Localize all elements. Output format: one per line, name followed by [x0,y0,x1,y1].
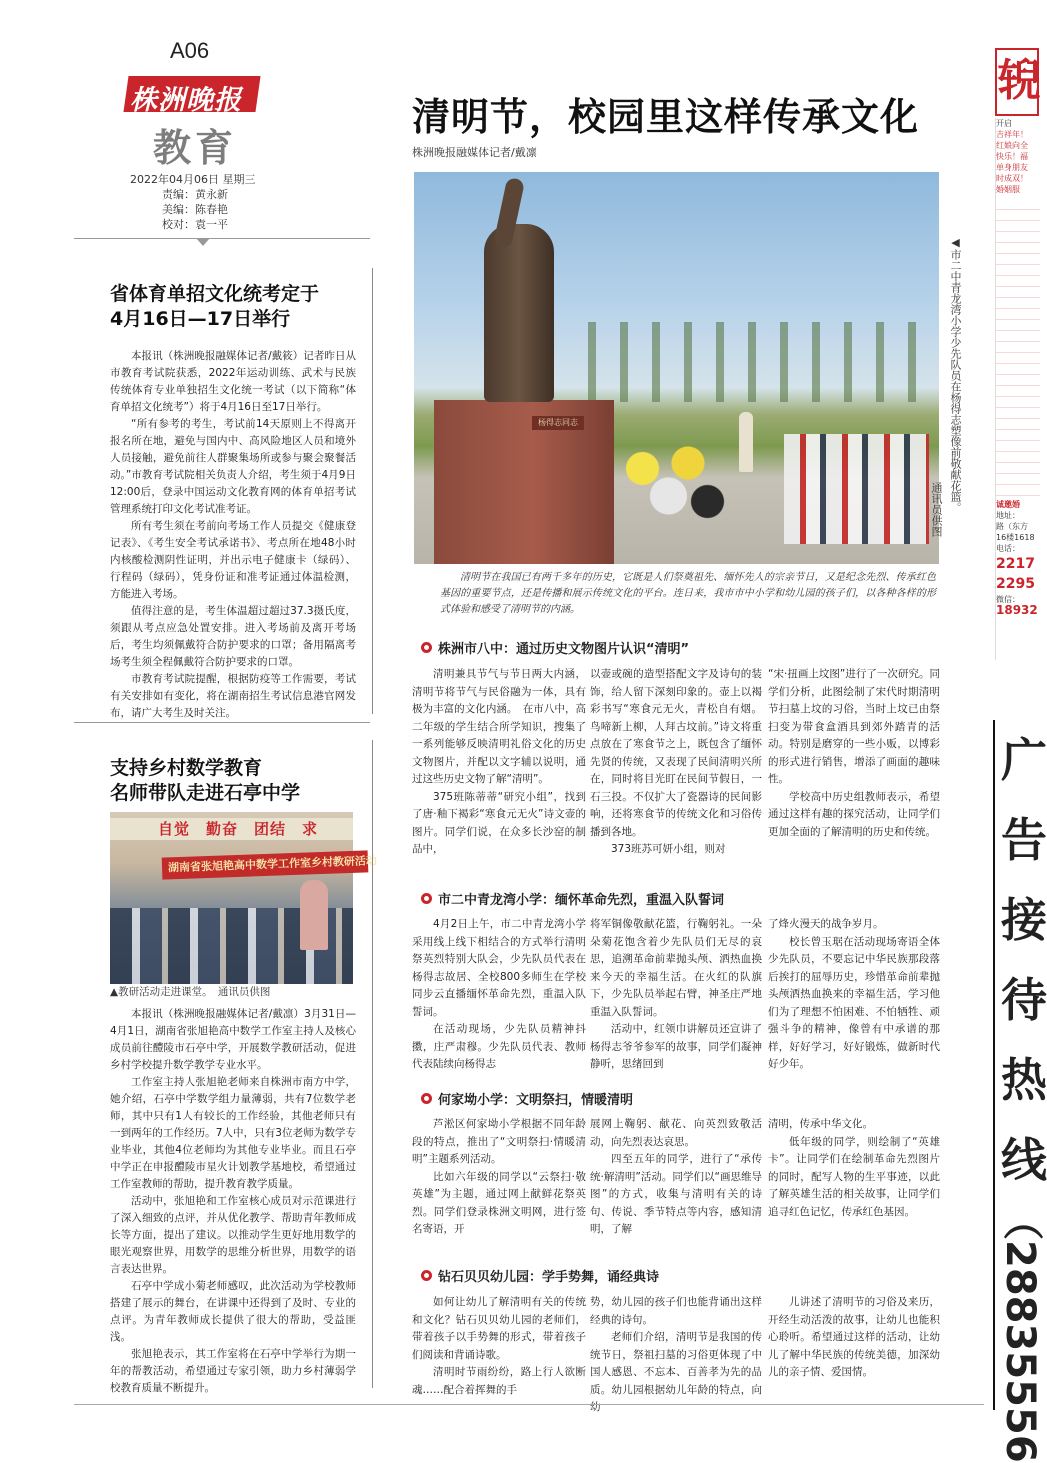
main-intro: 清明节在我国已有两千多年的历史，它既是人们祭奠祖先、缅怀先人的宗亲节日，又是纪念先烈、传承红色基因的重要节点，还是传播和展示传统文化的平台。连日来，我市市中小学和幼儿园的孩子们，以各种各样的形式体验和感受了清明节的内涵。 [440,572,936,615]
section-2-col-3 [768,916,940,1074]
left-column-rule-2 [372,740,373,1388]
exam-paragraph: “所有参考的考生，考试前14天原则上不得离开报名所在地，避免与国内中、高风险地区人员和境外人员接触，避免前往人群聚集场所或参与聚会聚餐活动。”市教育考试院相关负责人介绍，考生须于4月9日12:00后，登录中国运动文化教育网的体育单招考试管理系统打印文化考试准考证。 [110,418,356,515]
section-bullet-icon [421,893,432,904]
side-ad-line: 诚邀婚 [996,500,1020,509]
section-4-paragraph: 老师们介绍，清明节是我国的传统节日，祭祖扫墓的习俗更体现了中国人感恩、不忘本、百善孝为先的品质。幼儿园根据幼儿年龄的特点，向幼 [590,1331,762,1413]
section-2-paragraph: 4月2日上午，市二中青龙湾小学采用线上线下相结合的方式举行清明祭英烈特别大队会，少先队员代表在杨得志故居、全校800多师生在学校同步云直播缅怀革命先烈，重温入队誓词。 [412,918,586,1018]
section-3-title: 何家坳小学：文明祭扫，情暖清明 [421,1089,633,1108]
math-headline-line2: 名师带队走进石亭中学 [110,782,301,804]
side-ad-line: 路（东方 [996,522,1028,531]
side-ad-hotline [993,720,1047,1463]
date-line: 2022年04月06日 星期三 [130,173,256,186]
side-ad-big-char: 广 [1001,733,1047,787]
section-4-col-1 [412,1294,586,1399]
section-3-paragraph: 四至五年的同学，进行了“承传统·解清明”活动。同学们以“画思维导图”的方式，收集与清明有关的诗句、传说、季节特点等内容，感知清明，了解 [590,1153,762,1235]
flower-baskets [610,430,740,540]
side-ad-listing-block [996,199,1040,499]
editor-line: 责编：黄永新 [162,188,228,201]
statue-photo-side-caption: ◀市二中青龙湾小学少先队员在杨得志塑像前敬献花篮。 [949,236,962,513]
exam-paragraph: 本报讯（株洲晚报融媒体记者/戴筱）记者昨日从市教育考试院获悉，2022年运动训练、武术与民族传统体育专业单独招生文化统一考试（以下简称“体育单招文化统考”）将于4月16日至17日举行。 [110,350,356,413]
section-3-paragraph: 芦淞区何家坳小学根据不同年龄段的特点，推出了“文明祭扫·情暖清明”主题系列活动。 [412,1118,586,1165]
section-3-paragraph: 比如六年级的同学以“云祭扫·敬英雄”为主题，通过网上献鲜花祭英烈。同学们登录株洲文明网，进行签名寄语，开 [412,1170,586,1235]
math-paragraph: 石亭中学成小菊老师感叹，此次活动为学校教师搭建了展示的舞台，在讲课中还得到了及时、专业的点评。为青年教师成长提供了很大的帮助，受益匪浅。 [110,1280,356,1343]
header-divider [74,238,370,239]
masthead-paper-name: 株洲晚报 [130,85,242,116]
photo-trees [564,322,939,402]
section-3-paragraph: 展网上鞠躬、献花、向英烈致敬活动，向先烈表达哀思。 [590,1118,762,1148]
header-info [130,172,270,232]
proofreader-line: 校对：袁一平 [162,218,228,231]
side-ad-line: 红娘向全 [996,141,1028,150]
photo-banner-top: 自觉 勤奋 团结 求 [110,818,353,840]
section-1-paragraph: 373班苏可妍小组，则对 [611,843,726,855]
section-2-paragraph: 校长曾玉琚在活动现场寄语全体少先队员，不要忘记中华民族那段落后挨打的屈辱历史，珍惜革命前辈抛头颅洒热血换来的幸福生活，学习他们为了理想不怕困难、不怕牺牲、顽强斗争的精神，像曾有中承谱的那样，好好学习，好好锻炼，做新时代好少年。 [768,935,940,1070]
section-4-col-3 [768,1294,940,1382]
header-divider-notch [196,238,210,246]
side-ad-big-char: 热 [1001,1053,1047,1107]
section-1-title: 株洲市八中：通过历史文物图片认识“清明” [421,638,689,657]
side-ad-big-char: 待 [1001,973,1047,1027]
exam-paragraph: 所有考生须在考前向考场工作人员提交《健康登记表》、《考生安全考试承诺书》、考点所在地48小时内核酸检测阴性证明，并出示电子健康卡（绿码）、行程码（绿码），凭身份证和准考证通过体温检测，方能进入考场。 [110,520,356,600]
photo-students-bowing [784,434,929,544]
section-3-paragraph: 低年级的同学，则绘制了“英雄卡”。让同学们在绘制革命先烈图片的同时，配写人物的生平事迹，以此了解英雄生活的相关故事，让同学们追寻红色记忆，传承红色基因。 [768,1135,940,1218]
section-1-paragraph: “宋·扭画上坟图”进行了一次研究。同学们分析，此图绘制了宋代时期清明节扫墓上坟的习俗，当时上坟已由祭扫变为带食盒酒具到郊外踏青的活动。特别是磨穿的一些小贩，以博彩的形式进行销售，增添了画面的趣味性。 [768,668,940,785]
math-paragraph: 本报讯（株洲晚报融媒体记者/戴凛）3月31日—4月1日，湖南省张旭艳高中数学工作室主持人及核心成员前往醴陵市石亭中学，开展数学教研活动，促进乡村学校提升数学教学专业水平。 [110,1008,356,1071]
math-headline [110,756,370,806]
side-ad-line: 快乐！福 [996,152,1028,161]
section-bullet-icon [421,642,432,653]
exam-headline [110,282,370,332]
section-4-col-2 [590,1294,762,1417]
section-2-paragraph: 活动中，红领巾讲解员还宣讲了杨得志爷爷参军的故事，同学们凝神静听，思绪回到 [590,1023,762,1070]
side-ad-line: 地址： [996,511,1020,520]
statue-photo-credit: 通讯员供图 [930,482,943,537]
section-bullet-icon [421,1270,432,1281]
side-ad-phone-1: 2217 [996,556,1035,572]
exam-paragraph: 市教育考试院提醒，根据防疫等工作需要，考试有关安排如有变化，将在湖南招生考试信息港官网发布，请广大考生及时关注。 [110,673,356,719]
page-number: A06 [170,38,210,63]
exam-paragraph: 值得注意的是，考生体温超过超过37.3摄氏度，须跟从考点应急处置安排。进入考场前及离开考场后，考生均须佩戴符合防护要求的口罩；备用隔离考场考生须全程佩戴符合防护要求的口罩。 [110,605,356,668]
section-title: 教育 [153,126,238,170]
photo-banner-red: 湖南省张旭艳高中数学工作室乡村教研活动 [162,850,369,879]
main-byline: 株洲晚报融媒体记者/戴凛 [412,146,537,159]
left-column-rule [372,268,373,714]
exam-body [110,348,356,722]
designer-line: 美编：陈春艳 [162,203,228,216]
section-3-paragraph: 清明，传承中华文化。 [768,1118,873,1130]
side-ad-wechat: 18932 [996,603,1038,617]
side-ad-title: 𫐐 [995,48,1039,116]
side-ad-big-char: 告 [1001,813,1047,867]
caption-arrow-icon: ▲ [110,986,119,998]
classroom-photo [110,812,378,984]
side-ad-line: 婚姻服 [996,185,1020,194]
side-ad-text-block [995,118,1040,660]
section-4-paragraph: 清明时节雨纷纷，路上行人欲断魂……配合着挥舞的手 [412,1366,586,1396]
side-ad-line: 时成双！ [996,174,1028,183]
section-1-col-2 [590,666,762,859]
statue-photo [414,172,939,564]
photo-teacher [300,880,328,950]
main-headline: 清明节，校园里这样传承文化 [412,95,920,139]
section-4-paragraph: 势，幼儿园的孩子们也能背诵出这样经典的诗句。 [590,1296,762,1326]
left-section-divider [74,722,370,723]
photo-photographer [739,412,753,472]
section-4-paragraph: 如何让幼儿了解清明有关的传统和文化？钻石贝贝幼儿园的老师们，带着孩子以手势舞的形式，带着孩子们阅读和背诵诗歌。 [412,1296,586,1361]
math-paragraph: 工作室主持人张旭艳老师来自株洲市南方中学，她介绍，石亭中学数学组力量薄弱，共有7位数学老师，其中只有1人有较长的工作经验，其他老师只有一到两年的工作经历。7人中，只有3位老师为数学专业毕业，其他4位老师均为其他专业毕业。而且石亭中学正在申报醴陵市星火计划教学基地校，希望通过工作室教师的帮助，提升教育教学质量。 [110,1076,356,1190]
section-4-title: 钻石贝贝幼儿园：学手势舞，诵经典诗 [421,1266,659,1285]
exam-headline-line1: 省体育单招文化统考定于 [110,283,320,305]
section-2-paragraph: 了烽火漫天的战争岁月。 [768,918,884,930]
math-headline-line1: 支持乡村数学教育 [110,757,263,779]
section-2-title: 市二中青龙湾小学：缅怀革命先烈，重温入队誓词 [421,889,724,908]
page-bottom-rule [74,1404,984,1405]
side-caption-arrow-icon: ◀ [949,236,962,249]
section-1-paragraph: 375班陈蒂蒂“研究小组”，找到了唐·釉下褐彩“寒食元无火”诗文壶的图片。同学们说，在众多长沙窑的制品中， [412,790,586,855]
section-1-col-3 [768,666,940,841]
side-ad-line: 16楼1618 [996,533,1035,542]
section-3-col-2 [590,1116,762,1239]
side-ad-hotline-digits: （28835556 [997,1200,1043,1463]
section-1-paragraph: 以壶或碗的造型搭配文字及诗句的装饰，给人留下深刻印象的。壶上以褐彩书写“寒食元无火，青松自有烟。鸟啼新上柳，人拜古坟前。”诗文将重点放在了寒食节之上，既包含了缅怀先贤的传统，又表现了民间清明兴所在，同时将目光盯在民间节假日，一石三投。不仅扩大了瓷器诗的民间影响，还将寒食节的传统文化和习俗传播到各地。 [590,668,762,838]
side-ad [993,40,1047,1463]
classroom-photo-caption: ▲教研活动走进课堂。 通讯员供图 [110,986,271,998]
statue-plaque: 杨得志同志 [532,416,584,430]
side-ad-wechat-label: 微信： [996,595,1020,604]
side-ad-big-char: 接 [1001,893,1047,947]
section-2-col-2 [590,916,762,1074]
section-2-paragraph: 在活动现场，少先队员精神抖擞，庄严肃穆。少先队员代表、教师代表陆续向杨得志 [412,1023,586,1070]
section-2-col-1 [412,916,586,1074]
section-1-paragraph: 学校高中历史组教师表示，希望通过这样有趣的探究活动，让同学们更加全面的了解清明的历史和传统。 [768,790,940,838]
section-3-col-3 [768,1116,940,1221]
math-paragraph: 张旭艳表示，其工作室将在石亭中学举行为期一年的帮教活动，希望通过专家引领，助力乡村薄弱学校教育质量不断提升。 [110,1348,356,1394]
section-bullet-icon [421,1093,432,1104]
math-body [110,1006,356,1397]
side-ad-line: 开启 [996,119,1012,128]
side-ad-line: 吉祥年！ [996,130,1028,139]
section-4-paragraph: 儿讲述了清明节的习俗及来历，开经生动活泼的故事，让幼儿也能积心聆听。希望通过这样的活动，让幼儿了解中华民族的传统美德，加深幼儿的亲子情、爱国情。 [768,1296,940,1378]
section-2-paragraph: 将军铜像敬献花篮，行鞠躬礼。一朵朵菊花饱含着少先队员们无尽的哀思，追溯革命前辈抛头颅、洒热血换来今天的幸福生活。在火红的队旗下，少先队员举起右臂，神圣庄严地重温入队誓词。 [590,918,762,1018]
section-1-paragraph: 清明兼具节气与节日两大内涵，清明节将节气与民俗融为一体，具有极为丰富的文化内涵。 在市八中，高二年级的学生结合所学知识，搜集了一系列能够反映清明礼俗文化的历史文物图片，并配以文字辅以说明，通过这些历史文物了解“清明”。 [412,668,586,785]
statue-figure [484,224,554,402]
section-1-col-1 [412,666,586,859]
side-ad-big-char: 线 [1001,1133,1047,1187]
math-paragraph: 活动中，张旭艳和工作室核心成员对示范课进行了深入细致的点评，并从优化教学、帮助青年教师成长等方面，提出了建议。以推动学生更好地用数学的眼光观察世界，用数学的思维分析世界，用数学的语言表达世界。 [110,1195,356,1275]
exam-headline-line2: 4月16日—17日举行 [110,308,291,330]
section-3-col-1 [412,1116,586,1239]
side-ad-line: 单身朋友 [996,163,1028,172]
side-ad-line: 电话： [996,544,1020,553]
side-ad-phone-2: 2295 [996,576,1035,592]
statue-pedestal [434,400,614,564]
